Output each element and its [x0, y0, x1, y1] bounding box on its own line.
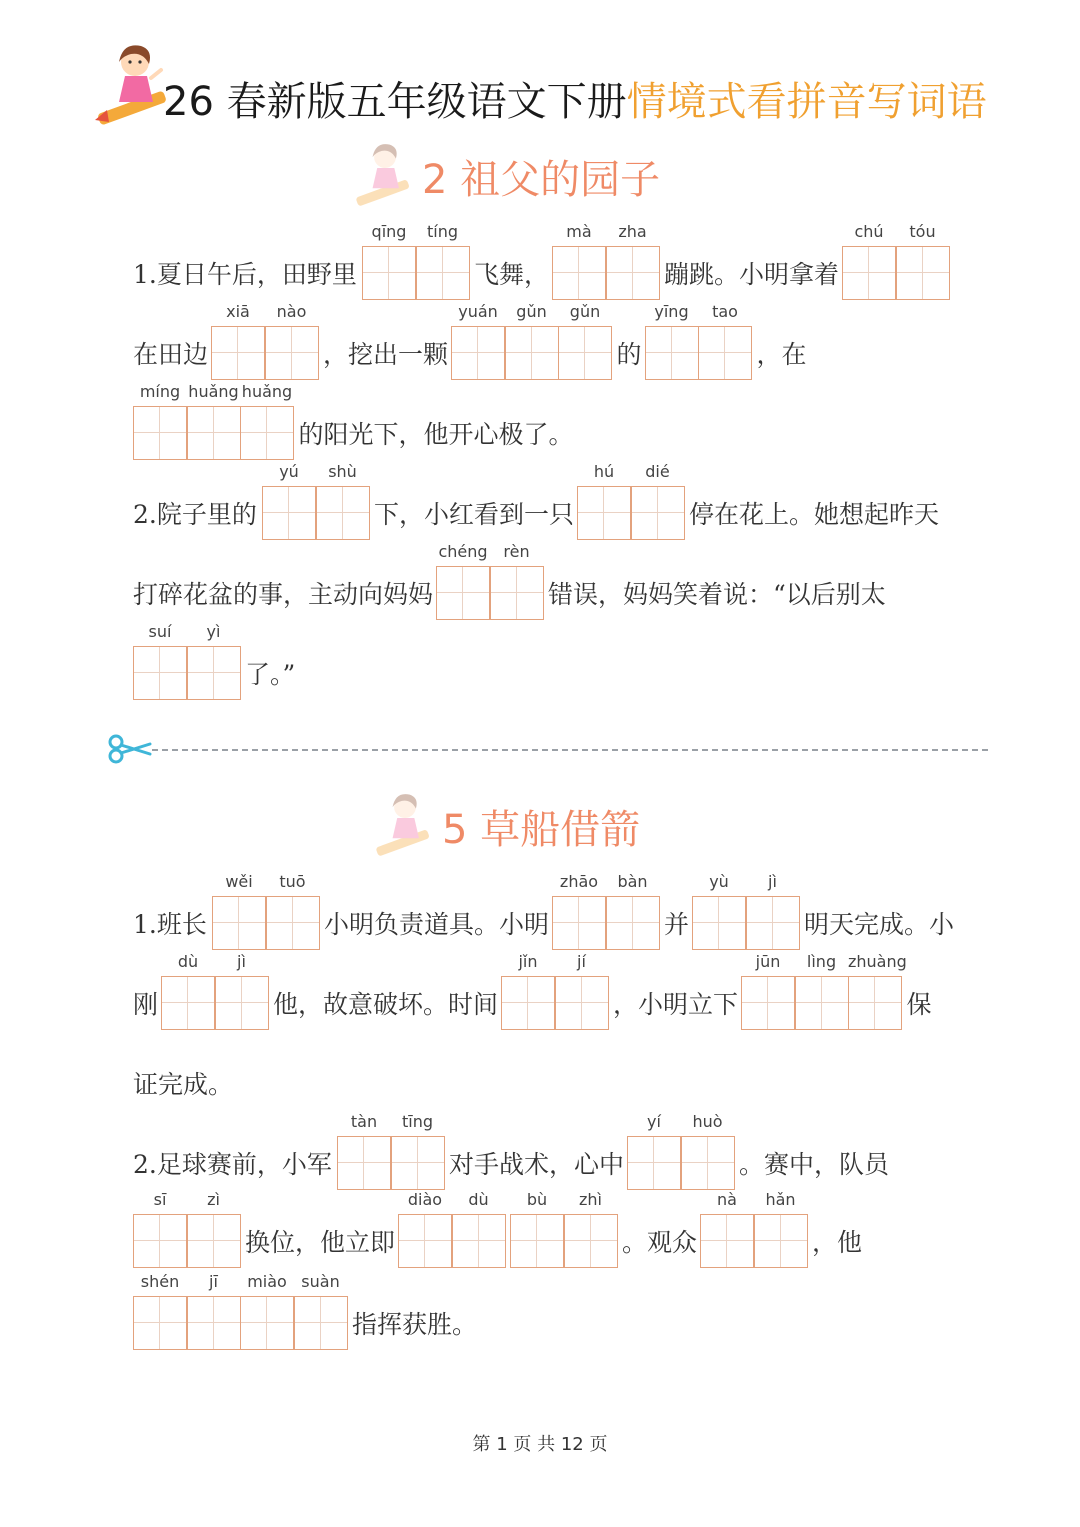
writing-box[interactable] [510, 1214, 564, 1268]
writing-box[interactable] [294, 1296, 348, 1350]
sentence-text: 下，小红看到一只 [374, 500, 575, 529]
sentence-text: 指挥获胜。 [352, 1310, 478, 1339]
exercise-line [133, 1112, 963, 1192]
exercise-line [133, 302, 963, 382]
writing-box[interactable] [606, 246, 660, 300]
writing-box[interactable] [240, 406, 294, 460]
writing-box[interactable] [391, 1136, 445, 1190]
pinyin-label: tao [712, 302, 738, 321]
writing-box[interactable] [362, 246, 416, 300]
sentence-text: 1.夏日午后，田野里 [133, 260, 357, 289]
writing-box[interactable] [848, 976, 902, 1030]
pinyin-label: shù [328, 462, 357, 481]
page-title [163, 70, 987, 127]
writing-box[interactable] [316, 486, 370, 540]
pinyin-label: gǔn [569, 302, 601, 321]
page-header [95, 40, 995, 130]
writing-box[interactable] [452, 1214, 506, 1268]
writing-box[interactable] [692, 896, 746, 950]
pinyin-label: jì [768, 872, 777, 891]
pinyin-label: sī [153, 1190, 167, 1209]
writing-box[interactable] [436, 566, 490, 620]
sentence-text: ，挖出一颗 [323, 340, 449, 369]
sentence-text: 明天完成。小 [804, 910, 955, 939]
title-main: 26 春新版五年级语文下册 [163, 79, 627, 125]
writing-box[interactable] [564, 1214, 618, 1268]
title-highlight: 情境式看拼音写词语 [626, 79, 987, 125]
writing-box[interactable] [754, 1214, 808, 1268]
pinyin-label: yì [206, 622, 221, 641]
writing-box[interactable] [698, 326, 752, 380]
writing-box[interactable] [133, 1214, 187, 1268]
writing-box[interactable] [133, 646, 187, 700]
sentence-text: ，在 [756, 340, 807, 369]
writing-box[interactable] [746, 896, 800, 950]
writing-box[interactable] [606, 896, 660, 950]
sentence-text: 。赛中，队员 [739, 1150, 890, 1179]
pinyin-label: yí [647, 1112, 661, 1131]
sentence-text: 的阳光下，他开心极了。 [298, 420, 574, 449]
sentence-text: 蹦跳。小明拿着 [664, 260, 840, 289]
girl-on-pencil-icon [350, 140, 420, 210]
sentence-text: 错误，妈妈笑着说：“以后别太 [548, 580, 886, 609]
pinyin-label: miào [247, 1272, 287, 1291]
writing-box[interactable] [627, 1136, 681, 1190]
pinyin-label: yù [709, 872, 729, 891]
pinyin-label: huò [692, 1112, 723, 1131]
sentence-text: 飞舞， [474, 260, 550, 289]
cut-line [108, 734, 988, 764]
pinyin-label: chéng [438, 542, 488, 561]
writing-box[interactable] [265, 326, 319, 380]
writing-box[interactable] [552, 246, 606, 300]
sentence-text: 证完成。 [133, 1070, 234, 1099]
pinyin-label: míng [139, 382, 181, 401]
sentence-text: 。观众 [622, 1228, 698, 1257]
writing-box[interactable] [842, 246, 896, 300]
writing-box[interactable] [501, 976, 555, 1030]
sentence-text: 对手战术，心中 [449, 1150, 625, 1179]
writing-box[interactable] [187, 646, 241, 700]
sentence-text: 换位，他立即 [245, 1228, 396, 1257]
writing-box[interactable] [416, 246, 470, 300]
exercise-line [133, 542, 963, 622]
pinyin-label: dù [177, 952, 199, 971]
writing-box[interactable] [795, 976, 849, 1030]
writing-box[interactable] [552, 896, 606, 950]
pinyin-label: zhì [579, 1190, 602, 1209]
girl-on-pencil-icon [370, 790, 440, 860]
sentence-text: 保 [906, 990, 932, 1019]
pinyin-label: nào [276, 302, 307, 321]
writing-box[interactable] [741, 976, 795, 1030]
pinyin-label: bù [526, 1190, 548, 1209]
pinyin-label: xiā [226, 302, 250, 321]
pinyin-label: hǎn [765, 1190, 796, 1209]
writing-box[interactable] [555, 976, 609, 1030]
pinyin-label: zhuàng [848, 952, 907, 971]
pinyin-label: wěi [225, 872, 253, 891]
pinyin-label: dié [645, 462, 670, 481]
pinyin-label: zì [207, 1190, 220, 1209]
pinyin-label: qīng [371, 222, 407, 241]
pinyin-label: diào [407, 1190, 443, 1209]
sentence-text: 的 [616, 340, 642, 369]
writing-box[interactable] [558, 326, 612, 380]
sentence-text: 刚 [133, 990, 159, 1019]
sentence-text: ，小明立下 [613, 990, 739, 1019]
writing-box[interactable] [187, 1214, 241, 1268]
pinyin-label: zhāo [559, 872, 599, 891]
pinyin-label: huǎng [241, 382, 293, 401]
writing-box[interactable] [215, 976, 269, 1030]
pinyin-label: jǐn [518, 952, 538, 971]
pinyin-label: suí [148, 622, 172, 641]
dashed-line [152, 749, 988, 751]
sentence-text: 在田边 [133, 340, 209, 369]
writing-box[interactable] [577, 486, 631, 540]
writing-box[interactable] [896, 246, 950, 300]
pinyin-label: suàn [301, 1272, 340, 1291]
sentence-text: 1.班长 [133, 910, 207, 939]
writing-box[interactable] [212, 896, 266, 950]
exercise-line [133, 1032, 963, 1112]
exercise-line [133, 1190, 963, 1270]
pinyin-label: mà [566, 222, 592, 241]
writing-box[interactable] [681, 1136, 735, 1190]
writing-box[interactable] [262, 486, 316, 540]
pinyin-label: huǎng [188, 382, 239, 401]
pinyin-label: tàn [350, 1112, 378, 1131]
pinyin-label: yīng [654, 302, 689, 321]
exercise-line [133, 622, 963, 702]
sentence-text: ，他 [812, 1228, 863, 1257]
sentence-text: 打碎花盆的事，主动向妈妈 [133, 580, 434, 609]
pinyin-label: nà [717, 1190, 737, 1209]
sentence-text: 2.院子里的 [133, 500, 257, 529]
pinyin-label: jí [577, 952, 586, 971]
pinyin-label: jī [209, 1272, 218, 1291]
sentence-text: 2.足球赛前，小军 [133, 1150, 332, 1179]
lesson-title: 5 草船借箭 [442, 807, 641, 853]
sentence-text: 小明负责道具。小明 [324, 910, 550, 939]
pinyin-label: yú [279, 462, 299, 481]
pinyin-label: jūn [755, 952, 781, 971]
writing-box[interactable] [505, 326, 559, 380]
pinyin-label: zha [618, 222, 647, 241]
writing-box[interactable] [645, 326, 699, 380]
pinyin-label: shén [140, 1272, 180, 1291]
sentence-text: 他，故意破坏。时间 [273, 990, 499, 1019]
sentence-text: 了。” [245, 660, 296, 689]
writing-box[interactable] [187, 406, 241, 460]
pinyin-label: tuō [279, 872, 306, 891]
writing-box[interactable] [133, 1296, 187, 1350]
exercise-line [133, 952, 963, 1032]
pinyin-label: yuán [458, 302, 498, 321]
writing-box[interactable] [700, 1214, 754, 1268]
writing-box[interactable] [266, 896, 320, 950]
writing-box[interactable] [490, 566, 544, 620]
writing-box[interactable] [187, 1296, 241, 1350]
writing-box[interactable] [451, 326, 505, 380]
writing-box[interactable] [631, 486, 685, 540]
pinyin-label: tíng [426, 222, 458, 241]
pinyin-label: dù [468, 1190, 489, 1209]
pinyin-label: bàn [617, 872, 648, 891]
pinyin-label: lìng [806, 952, 837, 971]
sentence-text: 并 [664, 910, 690, 939]
pinyin-label: gǔn [516, 302, 547, 321]
writing-box[interactable] [133, 406, 187, 460]
scissors-icon [108, 734, 152, 764]
page-footer: 第 1 页 共 12 页 [472, 1434, 608, 1455]
writing-box[interactable] [337, 1136, 391, 1190]
sentence-text: 停在花上。她想起昨天 [689, 500, 940, 529]
pinyin-label: hú [593, 462, 615, 481]
writing-box[interactable] [398, 1214, 452, 1268]
pinyin-label: jì [237, 952, 246, 971]
exercise-line [133, 1272, 963, 1352]
writing-box[interactable] [161, 976, 215, 1030]
lesson-title: 2 祖父的园子 [422, 157, 661, 203]
writing-box[interactable] [240, 1296, 294, 1350]
pinyin-label: rèn [503, 542, 530, 561]
pinyin-label: tóu [909, 222, 936, 241]
writing-box[interactable] [211, 326, 265, 380]
exercise-line [133, 382, 963, 462]
exercise-line [133, 222, 963, 302]
pinyin-label: chú [854, 222, 884, 241]
exercise-line [133, 872, 963, 952]
pinyin-label: tīng [401, 1112, 433, 1131]
exercise-line [133, 462, 963, 542]
